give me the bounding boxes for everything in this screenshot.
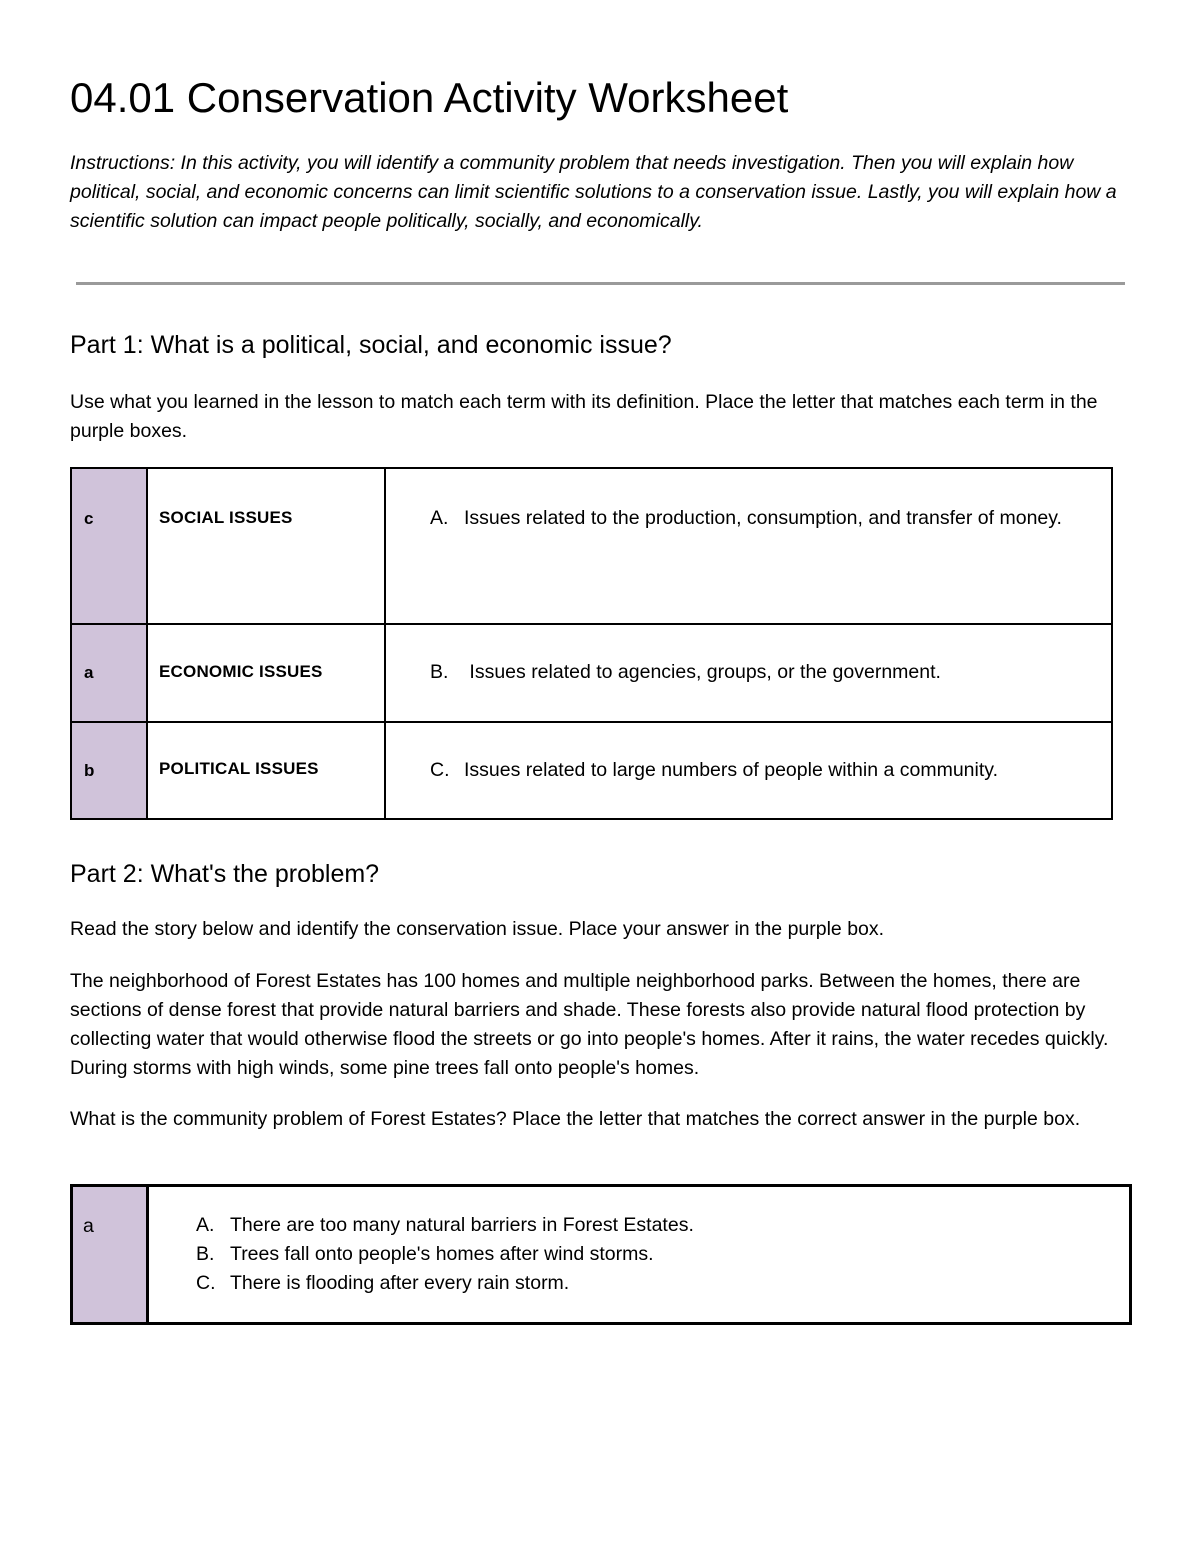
matching-table (70, 467, 1113, 820)
term-label: SOCIAL ISSUES (159, 508, 293, 527)
answer-value: a (84, 663, 94, 682)
term-cell (147, 468, 385, 624)
option-text: There is flooding after every rain storm. (230, 1272, 570, 1294)
option-letter: B. (196, 1243, 215, 1265)
definition-letter: B. (430, 661, 449, 683)
part1-prompt: Use what you learned in the lesson to match each term with its definition. Place the letter that matches each term in the purple boxes. (70, 391, 1098, 442)
instructions-text: Instructions: In this activity, you will identify a community problem that needs investigation. Then you will explain how political, social, and economic concerns can limit scientific solutions to a conservation issue. Lastly, you will explain how a scientific solution can impact people politically, socially, and economically. (70, 152, 1117, 232)
answer-box[interactable] (71, 468, 147, 624)
answer-choice-table (70, 1184, 1132, 1325)
story-text: The neighborhood of Forest Estates has 100 homes and multiple neighborhood parks. Between the homes, there are sections of dense forest that provide natural barriers and shade. These forests also provide natural flood protection by collecting water that would otherwise flood the streets or go into people's homes. After it rains, the water recedes quickly. During storms with high winds, some pine trees fall onto people's homes. (70, 970, 1109, 1079)
option-letter: C. (196, 1272, 216, 1294)
matching-row (71, 722, 1112, 819)
page-title: 04.01 Conservation Activity Worksheet (70, 74, 789, 121)
answer-value: a (83, 1215, 94, 1237)
answer-box[interactable] (72, 1186, 148, 1324)
horizontal-divider (76, 282, 1125, 285)
option-text: Trees fall onto people's homes after wind storms. (230, 1243, 654, 1265)
term-label: ECONOMIC ISSUES (159, 662, 323, 681)
definition-text: Issues related to large numbers of people within a community. (464, 759, 998, 781)
definition-cell (385, 722, 1112, 819)
definition-item (386, 723, 1111, 785)
matching-row (71, 468, 1112, 624)
definition-item (386, 469, 1111, 533)
option-item (196, 1240, 1129, 1269)
option-text: There are too many natural barriers in Forest Estates. (230, 1214, 694, 1236)
question-text: What is the community problem of Forest Estates? Place the letter that matches the correct answer in the purple box. (70, 1108, 1081, 1130)
answer-value: b (84, 761, 95, 780)
answer-box[interactable] (71, 722, 147, 819)
definition-item (386, 625, 1111, 687)
options-cell (148, 1186, 1131, 1324)
part1-heading: Part 1: What is a political, social, and economic issue? (70, 331, 672, 359)
part2-prompt: Read the story below and identify the conservation issue. Place your answer in the purple box. (70, 918, 885, 940)
term-cell (147, 722, 385, 819)
answer-box[interactable] (71, 624, 147, 722)
definition-text: Issues related to agencies, groups, or the government. (464, 661, 941, 683)
answer-value: c (84, 509, 94, 528)
definition-text: Issues related to the production, consumption, and transfer of money. (464, 507, 1062, 529)
definition-letter: A. (430, 507, 449, 529)
matching-row (71, 624, 1112, 722)
term-label: POLITICAL ISSUES (159, 759, 319, 778)
options-list (149, 1187, 1129, 1322)
definition-cell (385, 468, 1112, 624)
definition-cell (385, 624, 1112, 722)
answer-choice-row (72, 1186, 1131, 1324)
part2-heading: Part 2: What's the problem? (70, 860, 380, 888)
definition-letter: C. (430, 759, 450, 781)
option-item (196, 1211, 1129, 1240)
option-letter: A. (196, 1214, 215, 1236)
option-item (196, 1269, 1129, 1298)
term-cell (147, 624, 385, 722)
